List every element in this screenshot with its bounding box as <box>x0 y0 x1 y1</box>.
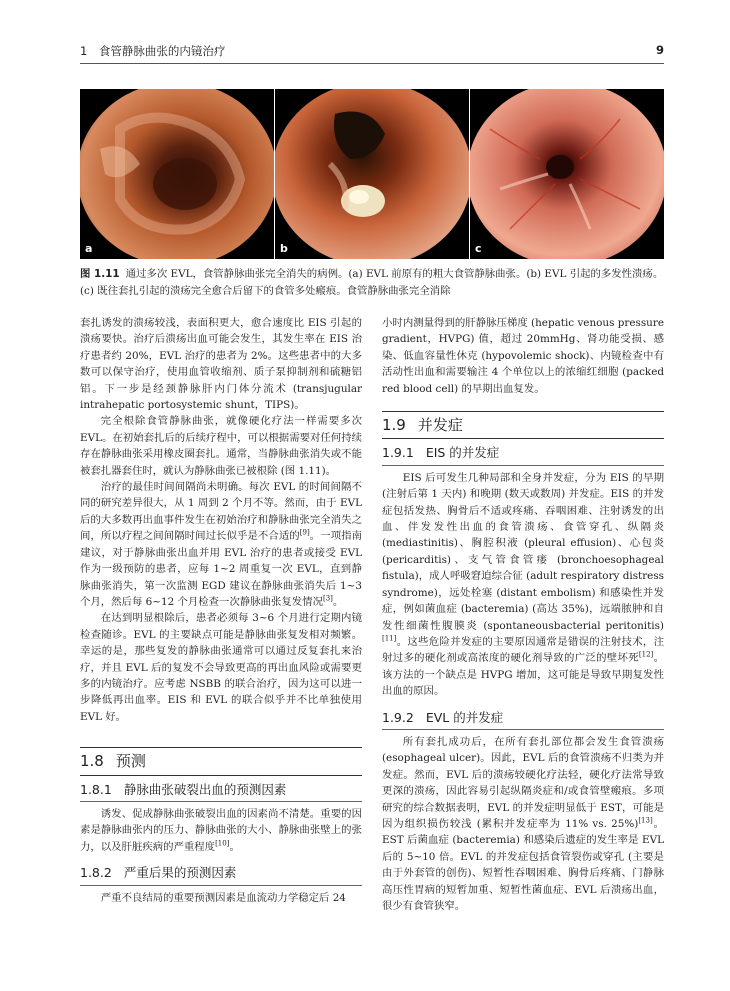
figure-label-a: a <box>85 242 93 255</box>
running-header <box>80 40 664 60</box>
left-column <box>80 315 362 906</box>
page-number: 9 <box>655 43 664 57</box>
right-column <box>382 315 664 914</box>
paragraph: 完全根除食管静脉曲张，就像硬化疗法一样需要多次 EVL。在初始套扎后的后续疗程中，可以根据需要对任何持续存在静脉曲张采用橡皮圈套扎。通常，当静脉曲张消失或不能被套扎器套住时，就认为静脉曲张已被根除 (图 1.11)。 <box>80 415 362 477</box>
figure-number: 图 1.11 <box>80 268 120 280</box>
citation: [9] <box>299 528 310 537</box>
subsection-heading: 1.9.1 EIS 的并发症 <box>382 445 664 465</box>
subsection-heading: 1.9.2 EVL 的并发症 <box>382 710 664 730</box>
paragraph: 小时内测量得到的肝静脉压梯度 (hepatic venous pressure gradient，HVPG) 值，超过 20mmHg、肾功能受损、感染、低血容量性休克 (hypovolemic shock)、内镜检查中有活动性出血和需要输注 4 个单位以上的浓缩红细胞 (packed red blood cell) 的早期出血复发。 <box>382 317 664 395</box>
endoscopy-image-c <box>470 89 664 259</box>
figure-caption <box>80 266 664 300</box>
paragraph: EIS 后可发生几种局部和全身并发症，分为 EIS 的早期 (注射后第 1 天内) 和晚期 (数天或数周) 并发症。EIS 的并发症包括发热、胸骨后不适或疼痛、吞咽困难、注射诱发的出血、伴发发性出血的食管溃疡、食管穿孔、纵隔炎 (mediastinitis)、胸腔积液 (pleural effusion)、心包炎 (pericarditis)、支气管食管瘘 (bronchoesophageal fistula)，成人呼吸窘迫综合征 (adult respiratory distress syndrome)，远处栓塞 (distant embolism) 和感染性并发症，例如菌血症 (bacteremia) (高达 35%)，远端脓肿和自发性细菌性腹膜炎 (spontaneousbacterial peritonitis)[11]。这些危险并发症的主要原因通常是错误的注射技术，注射过多的硬化剂或高浓度的硬化剂导致的广泛的壁坏死[12]。该方法的一个缺点是 HVPG 增加，这可能是导致早期复发性出血的原因。 <box>382 471 665 698</box>
figure-1-11 <box>80 89 664 259</box>
chapter-title: 1 食管静脉曲张的内镜治疗 <box>80 44 226 58</box>
endoscopy-image-a <box>80 89 274 259</box>
paragraph: 所有套扎成功后，在所有套扎部位都会发生食管溃疡 (esophageal ulcer)。因此，EVL 后的食管溃疡不归类为并发症。然而，EVL 后的溃疡较硬化疗法轻，硬化疗法常导致更深的溃疡，因此容易引起纵隔炎症和/或食管壁瘢痕。多项研究的综合数据表明，EVL 的并发症明显低于 EST，可能是因为组织损伤较浅 (累积并发症率为 11% vs. 25%)[13]。EST 后菌血症 (bacteremia) 和感染后遗症的发生率是 EVL 后的 5~10 倍。EVL 的并发症包括食管裂伤或穿孔 (主要是由于外套管的创伤)、短暂性吞咽困难、胸骨后疼痛、门静脉高压性胃病的短暂加重、短暂性菌血症、EVL 后溃疡出血，很少有食管狭窄。 <box>382 735 664 912</box>
citation: [11] <box>382 634 397 643</box>
figure-caption-text: 通过多次 EVL，食管静脉曲张完全消失的病例。(a) EVL 前原有的粗大食管静脉曲张。(b) EVL 引起的多发性溃疡。(c) 既往套扎引起的溃疡完全愈合后留下的食管多处瘢痕。食管静脉曲张完全消除 <box>80 268 664 297</box>
figure-label-b: b <box>280 242 288 255</box>
paragraph: 治疗的最佳时间间隔尚未明确。每次 EVL 的时间间隔不同的研究差异很大，从 1 周到 2 个月不等。然而，由于 EVL 后的大多数再出血事件发生在初始治疗和静脉曲张完全消失之间，所以疗程之间间隔时间过长似乎是不合适的[9]。一项指南建议，对于静脉曲张出血并用 EVL 治疗的患者或接受 EVL 作为一级预防的患者，应每 1~2 周重复一次 EVL，直到静脉曲张消失，第一次监测 EGD 建议在静脉曲张消失后 1~3 个月，然后每 6~12 个月检查一次静脉曲张复发情况[3]。 <box>80 481 363 608</box>
endoscopy-image-b <box>275 89 469 259</box>
citation: [3] <box>322 594 333 603</box>
section-heading: 1.8 预测 <box>80 747 362 775</box>
citation: [10] <box>215 839 230 848</box>
figure-label-c: c <box>475 242 482 255</box>
paragraph: 诱发、促成静脉曲张破裂出血的因素尚不清楚。重要的因素是静脉曲张内的压力、静脉曲张的大小、静脉曲张壁上的张力，以及肝脏疾病的严重程度[10]。 <box>80 807 362 853</box>
header-rule <box>80 63 664 64</box>
subsection-heading: 1.8.2 严重后果的预测因素 <box>80 865 362 885</box>
citation: [13] <box>638 816 653 825</box>
paragraph: 在达到明显根除后，患者必须每 3~6 个月进行定期内镜检查随诊。EVL 的主要缺点可能是静脉曲张复发相对频繁。幸运的是，那些复发的静脉曲张通常可以通过反复套扎来治疗，并且 EVL 后的复发不会导致更高的再出血风险或需要更多的内镜治疗。应考虑 NSBB 的联合治疗，因为这可以进一步降低再出血率。EIS 和 EVL 的联合似乎并不比单独使用 EVL 好。 <box>80 612 362 723</box>
paragraph: 套扎诱发的溃疡较浅，表面积更大，愈合速度比 EIS 引起的溃疡要快。治疗后溃疡出血可能会发生，其发生率在 EIS 治疗患者约 20%，EVL 治疗的患者为 2%。这些患者中的大多数可以保守治疗，使用血管收缩剂、质子泵抑制剂和硫糖铝铝。下一步是经颈静脉肝内门体分流术 (transjugular intrahepatic portosystemic shunt，TIPS)。 <box>80 317 362 412</box>
subsection-heading: 1.8.1 静脉曲张破裂出血的预测因素 <box>80 782 362 802</box>
section-heading: 1.9 并发症 <box>382 411 664 439</box>
citation: [12] <box>638 650 654 659</box>
paragraph: 严重不良结局的重要预测因素是血流动力学稳定后 24 <box>100 891 346 904</box>
